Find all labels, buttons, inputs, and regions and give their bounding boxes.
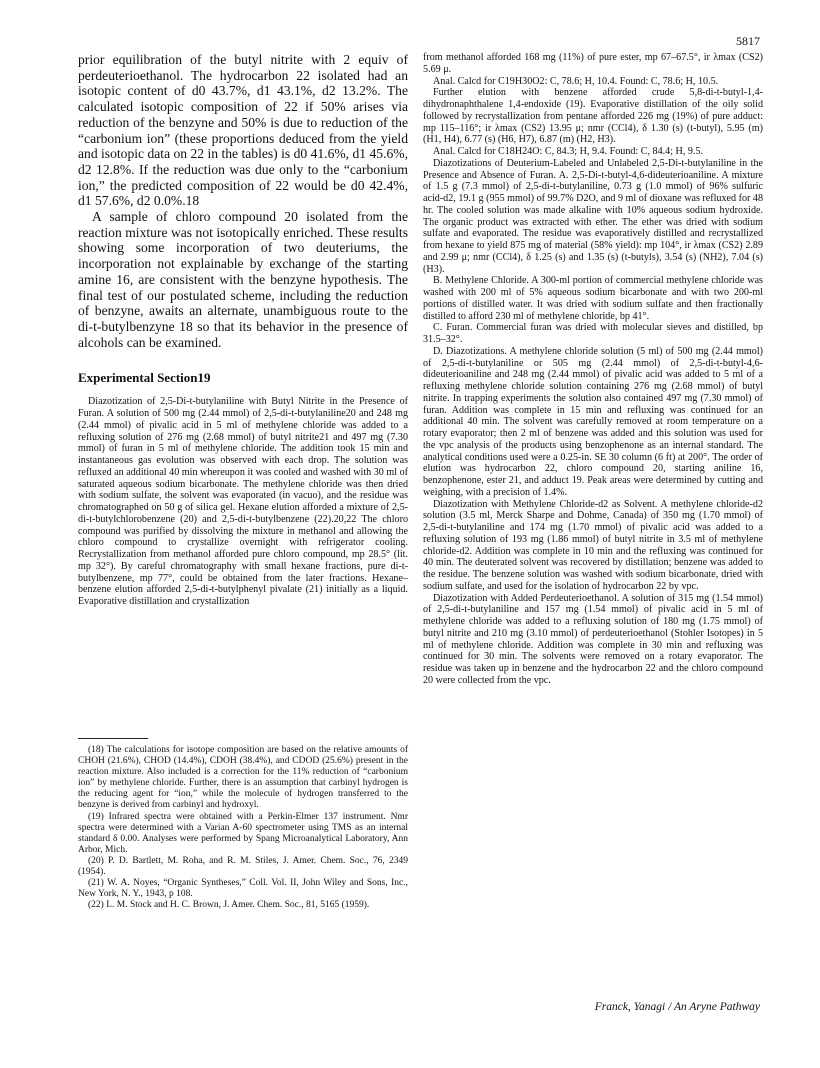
footnote-19: (19) Infrared spectra were obtained with a Perkin-Elmer 137 instrument. Nmr spectra were determined with a Varian A-60 spectrometer using TMS as an internal standard δ 0.00. Analyses were performed by Spang Microanalytical Laboratory, Ann Arbor, Mich. <box>78 811 408 855</box>
right-paragraph-6: B. Methylene Chloride. A 300-ml portion of commercial methylene chloride was washed with 200 ml of 5% aqueous sodium bicarbonate and with two 200-ml portions of distilled water. It was dried with sodium sulfate and then fractionally distilled to afford 230 ml of methylene chloride, bp 41°. <box>423 275 763 322</box>
right-paragraph-9: Diazotization with Methylene Chloride-d2 as Solvent. A methylene chloride-d2 solution (3.5 ml, Merck Sharpe and Dohme, Canada) of 350 mg (1.70 mmol) of 2,5-di-t-butylaniline and 174 mg (1.70 mmol) of pivalic acid was added to a refluxing solution of 193 mg (1.86 mmol) of butyl nitrite in 3.5 ml of methylene chloride-d2. Addition was complete in 10 min and the refluxing was continued for 40 min. The deuterated solvent was recovered by distillation; benzene was added to the residue. The benzene solution was washed with sodium bicarbonate, dried with sodium sulfate, and used for the isolation of hydrocarbon 22 by vpc. <box>423 498 763 592</box>
footnote-18: (18) The calculations for isotope composition are based on the relative amounts of CHOH (21.6%), CHOD (14.4%), CDOH (38.4%), and CDOD (25.6%) present in the reaction mixture. Also included is a correction for the 11% reduction of “carbonium ion” by methylene chloride. Further, there is an assumption that carbinyl hydrogen is the reducing agent for “ion,” while the molecule of hydrogen transferred to the benzyne is derived from carbinyl and hydroxyl. <box>78 745 408 811</box>
footnote-rule <box>78 738 148 739</box>
page-number: 5817 <box>736 34 760 48</box>
left-column <box>78 52 408 608</box>
body-paragraph-1: prior equilibration of the butyl nitrite with 2 equiv of perdeuterioethanol. The hydrocarbon 22 isolated had an isotopic content of d0 43.7%, d1 43.1%, d2 13.2%. The calculated isotopic composition of 22 if 50% arises via reduction of the benzyne and 50% is due to reduction of the “carbonium ion” (these proportions deduced from the yield and isotopic data on 22 in the tables) is d0 41.6%, d1 45.6%, d2 12.8%. If the reduction was due only to the “carbonium ion,” the predicted composition of 22 would be d0 42.4%, d1 57.6%, d2 0.0%.18 <box>78 52 408 209</box>
right-paragraph-10: Diazotization with Added Perdeuterioethanol. A solution of 315 mg (1.54 mmol) of 2,5-di-t-butylaniline and 157 mg (1.54 mmol) of pivalic acid in 5 ml of methylene chloride was added to a refluxing solution of 180 mg (1.75 mmol) of butyl nitrite and 210 mg (3.10 mmol) of perdeuterioethanol (Stohler Isotopes) in 5 ml of methylene chloride. Addition was complete in 30 min and refluxing was continued for 30 min. The solvents were removed on a rotary evaporator. The residue was taken up in benzene and the hydrocarbon 22 and the chloro compound 20 were collected from the vpc. <box>423 592 763 686</box>
footnote-20: (20) P. D. Bartlett, M. Roha, and R. M. Stiles, J. Amer. Chem. Soc., 76, 2349 (1954). <box>78 855 408 878</box>
experimental-paragraph: Diazotization of 2,5-Di-t-butylaniline with Butyl Nitrite in the Presence of Furan. A solution of 500 mg (2.44 mmol) of 2,5-di-t-butylaniline20 and 248 mg (2.44 mmol) of pivalic acid in 5 ml of methylene chloride was added to a refluxing solution of 276 mg (2.68 mmol) of butyl nitrite21 and 497 mg (7.30 mmol) of furan in 5 ml of methylene chloride. The addition took 15 min and instantaneous gas evolution was observed with each drop. The solution was refluxed an additional 40 min whereupon it was cooled and washed with 30 ml of saturated aqueous sodium bicarbonate. The methylene chloride was then dried with sodium sulfate, the solvent was evaporated (in vacuo), and the residue was chromatographed on 50 g of silica gel. Hexane elution afforded a mixture of 2,5-di-t-butylchlorobenzene (20) and 2,5-di-t-butylbenzene (22).20,22 The chloro compound was purified by dissolving the mixture in methanol and allowing the chloro compound to crystallize overnight with refrigerator cooling. Recrystallization from methanol afforded pure chloro compound, mp 28.5° (lit. mp 32°). By careful chromatography with small hexane fractions, pure di-t-butylbenzene, mp 77°, could be obtained from the later fractions. Hexane–benzene elution afforded 2,5-di-t-butylphenyl pivalate (21) initially as a liquid. Evaporative distillation and crystallization <box>78 396 408 608</box>
body-paragraph-2: A sample of chloro compound 20 isolated from the reaction mixture was not isotopically enriched. These results showing some incorporation of two deuteriums, the incorporation not explainable by exchange of the starting amine 16, are consistent with the benzyne hypothesis. The final test of our postulated scheme, including the reduction of benzyne, awaits an alternate, unambiguous route to the di-t-butylbenzyne 18 so that its behavior in the presence of alcohols can be examined. <box>78 209 408 350</box>
right-paragraph-4: Anal. Calcd for C18H24O: C, 84.3; H, 9.4. Found: C, 84.4; H, 9.5. <box>433 146 704 157</box>
footnote-21: (21) W. A. Noyes, “Organic Syntheses,” Coll. Vol. II, John Wiley and Sons, Inc., New York, N. Y., 1943, p 108. <box>78 878 408 900</box>
right-paragraph-7: C. Furan. Commercial furan was dried with molecular sieves and distilled, bp 31.5–32°. <box>423 322 763 345</box>
footnote-22: (22) L. M. Stock and H. C. Brown, J. Amer. Chem. Soc., 81, 5165 (1959). <box>88 900 370 911</box>
right-column <box>423 52 763 687</box>
right-paragraph-8: D. Diazotizations. A methylene chloride solution (5 ml) of 500 mg (2.44 mmol) of 2,5-di-t-butylaniline or 505 mg (2.44 mmol) of 2,5-di-t-butyl-4,6-dideuterioaniline and 248 mg (2.44 mmol) of pivalic acid was added to 5 ml of a refluxing methylene chloride solution containing 276 mg (2.68 mmol) of butyl nitrite. In trapping experiments the solution also contained 497 mg (7.30 mmol) of furan. Addition was complete in 15 min and refluxing was continued for an additional 40 min. The solvent was carefully removed at room temperature on a rotary evaporator; then 2 ml of benzene was added and this solution was used for the vpc analysis of the products using benzophenone as an internal standard. The analytical conditions used were a 0.25-in. SE 30 column (6 ft) at 200°. The order of elution was hydrocarbon 22, chloro compound 20, starting aniline 16, benzophenone, ester 21, and adduct 19. Peak areas were determined by cutting and weighing, with a precision of 1.4%. <box>423 345 763 498</box>
running-footer: Franck, Yanagi / An Aryne Pathway <box>594 1001 760 1013</box>
right-paragraph-1: from methanol afforded 168 mg (11%) of pure ester, mp 67–67.5°, ir λmax (CS2) 5.69 μ. <box>423 52 763 75</box>
right-paragraph-5: Diazotizations of Deuterium-Labeled and Unlabeled 2,5-Di-t-butylaniline in the Presence and Absence of Furan. A. 2,5-Di-t-butyl-4,6-dideuterioaniline. A mixture of 1.5 g (7.3 mmol) of 2,5-di-t-butylaniline, 0.73 g (1.0 mmol) of 96% sulfuric acid-d2, 19.1 g (955 mmol) of 99.7% D2O, and 9 ml of dioxane was refluxed for 48 hr. The cooled solution was made alkaline with 10% aqueous sodium hydroxide. The organic product was extracted with ether. The ether was dried with sodium sulfate and evaporated. The residue was evaporatively distilled and recrystallized from hexane to yield 875 mg of material (58% yield): mp 104°, ir λmax (CS2) 2.89 and 2.99 μ; nmr (CCl4), δ 1.25 (s) and 1.35 (s) (t-butyls), 3.54 (s) (NH2), 7.04 (s) (H3). <box>423 157 763 275</box>
section-heading: Experimental Section19 <box>78 370 211 386</box>
right-paragraph-2: Anal. Calcd for C19H30O2: C, 78.6; H, 10.4. Found: C, 78.6; H, 10.5. <box>433 75 719 87</box>
right-paragraph-3: Further elution with benzene afforded crude 5,8-di-t-butyl-1,4-dihydronaphthalene 1,4-endoxide (19). Evaporative distillation of the oily solid followed by recrystallization from pentane afforded 226 mg (19%) of pure adduct: mp 115–116°; ir λmax (CS2) 13.95 μ; nmr (CCl4), δ 1.30 (s) (t-butyl), 5.95 (m) (H1, H4), 6.77 (s) (H6, H7), 6.87 (m) (H2, H3). <box>423 87 763 146</box>
footnotes <box>78 738 408 911</box>
